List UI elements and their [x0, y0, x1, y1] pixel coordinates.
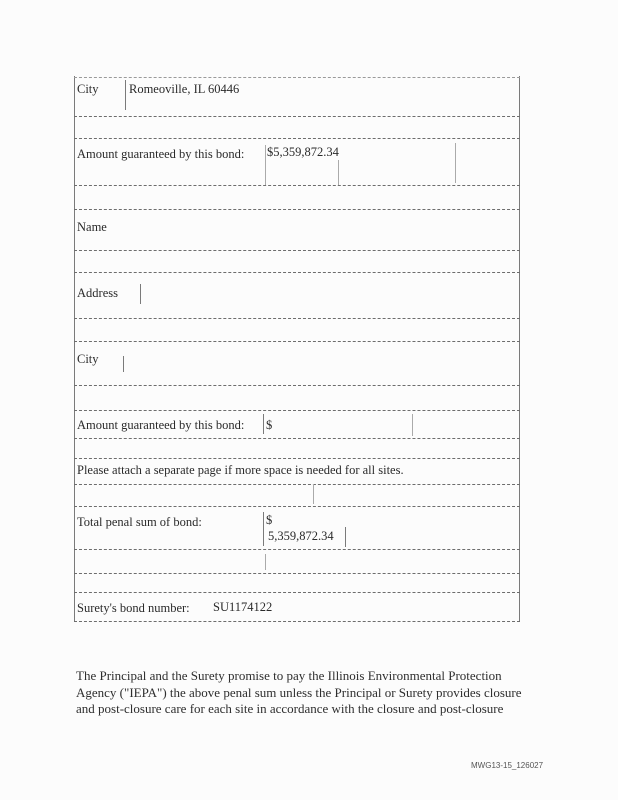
surety-bond-number-value: SU1174122: [213, 600, 273, 614]
rule: [74, 621, 520, 622]
address-label: Address: [77, 286, 118, 300]
divider: [345, 527, 346, 547]
form-left-border: [74, 76, 75, 622]
document-id: MWG13-15_126027: [471, 761, 544, 770]
rule: [74, 549, 520, 550]
divider: [265, 145, 266, 185]
total-penal-sum-value: 5,359,872.34: [268, 529, 334, 543]
divider: [265, 554, 266, 570]
rule: [74, 506, 520, 507]
attach-note: Please attach a separate page if more space is needed for all sites.: [77, 463, 404, 477]
amount-guaranteed-value: $5,359,872.34: [267, 145, 339, 159]
obligation-paragraph: [76, 668, 546, 718]
paragraph-line: Agency ("IEPA") the above penal sum unless the Principal or Surety provides closure: [76, 684, 522, 700]
rule: [74, 438, 520, 439]
total-penal-sum-currency: $: [266, 513, 273, 527]
city-label-2: City: [77, 352, 99, 366]
rule: [74, 458, 520, 459]
rule: [74, 209, 520, 210]
rule: [74, 250, 520, 251]
amount-guaranteed-label-2: Amount guaranteed by this bond:: [77, 418, 245, 432]
city-value: Romeoville, IL 60446: [129, 82, 240, 96]
city-label: City: [77, 82, 99, 96]
divider: [263, 414, 264, 434]
form-right-border: [519, 76, 520, 622]
rule: [74, 592, 520, 593]
divider: [338, 160, 339, 185]
divider: [263, 512, 264, 546]
rule: [74, 138, 520, 139]
rule: [74, 77, 520, 78]
divider: [140, 284, 141, 304]
paragraph-line: and post-closure care for each site in accordance with the closure and post-closure: [76, 701, 504, 716]
surety-bond-number-label: Surety's bond number:: [77, 601, 190, 615]
rule: [74, 410, 520, 411]
divider: [455, 143, 456, 183]
rule: [74, 385, 520, 386]
rule: [74, 573, 520, 574]
total-penal-sum-label: Total penal sum of bond:: [77, 515, 202, 529]
rule: [74, 272, 520, 273]
name-label: Name: [77, 220, 107, 234]
rule: [74, 484, 520, 485]
rule: [74, 185, 520, 186]
amount-guaranteed-label: Amount guaranteed by this bond:: [77, 147, 245, 161]
rule: [74, 318, 520, 319]
divider: [412, 414, 413, 436]
divider: [123, 356, 124, 372]
divider: [125, 80, 126, 110]
amount-guaranteed-value-2: $: [266, 418, 273, 432]
divider: [313, 484, 314, 504]
paragraph-line: The Principal and the Surety promise to pay the Illinois Environmental Protection: [76, 668, 502, 683]
rule: [74, 341, 520, 342]
rule: [74, 116, 520, 117]
